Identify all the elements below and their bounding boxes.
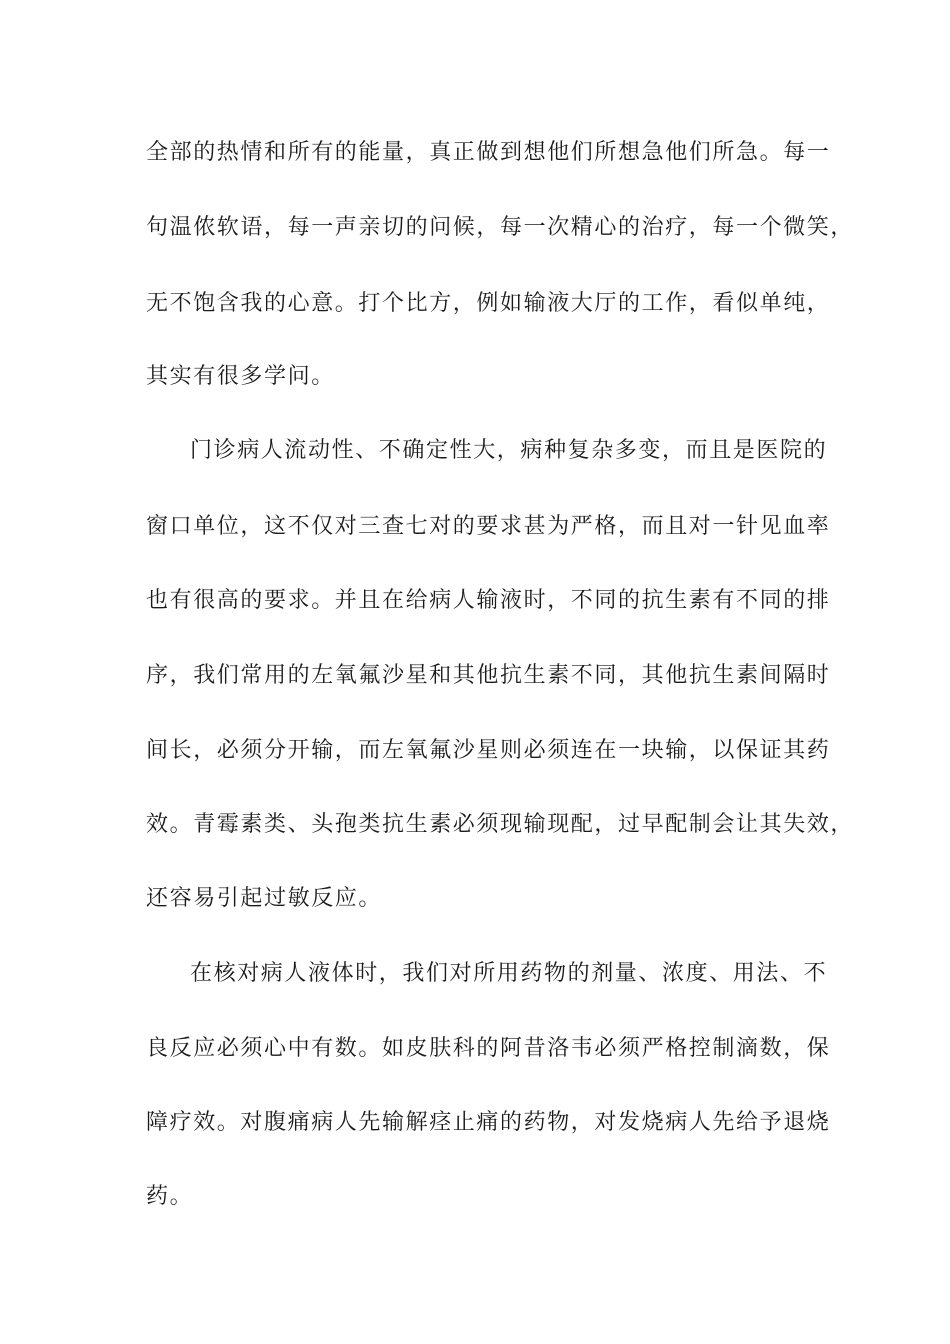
- text-line-6: 窗口单位，这不仅对三查七对的要求甚为严格，而且对一针见血率: [146, 514, 831, 539]
- text-line-15: 药。: [146, 1184, 194, 1209]
- text-line-7: 也有很高的要求。并且在给病人输液时，不同的抗生素有不同的排: [146, 588, 831, 613]
- text-line-9: 间长，必须分开输，而左氧氟沙星则必须连在一块输，以保证其药: [146, 738, 831, 763]
- text-line-11: 还容易引起过敏反应。: [146, 886, 383, 911]
- text-line-4: 其实有很多学问。: [146, 364, 335, 389]
- text-line-14: 障疗效。对腹痛病人先输解痉止痛的药物，对发烧病人先给予退烧: [146, 1110, 831, 1135]
- paragraph-3-first-line: 在核对病人液体时，我们对所用药物的剂量、浓度、用法、不: [190, 961, 828, 986]
- text-line-3: 无不饱含我的心意。打个比方，例如输液大厅的工作，看似单纯，: [146, 291, 831, 316]
- text-line-10: 效。青霉素类、头孢类抗生素必须现输现配，过早配制会让其失效，: [146, 812, 855, 837]
- text-line-2: 句温侬软语，每一声亲切的问候，每一次精心的治疗，每一个微笑，: [146, 215, 855, 240]
- text-line-13: 良反应必须心中有数。如皮肤科的阿昔洛韦必须严格控制滴数，保: [146, 1036, 831, 1061]
- text-line-8: 序，我们常用的左氧氟沙星和其他抗生素不同，其他抗生素间隔时: [146, 663, 831, 688]
- text-line-1: 全部的热情和所有的能量，真正做到想他们所想急他们所急。每一: [146, 140, 831, 165]
- paragraph-2-first-line: 门诊病人流动性、不确定性大，病种复杂多变，而且是医院的: [190, 438, 828, 463]
